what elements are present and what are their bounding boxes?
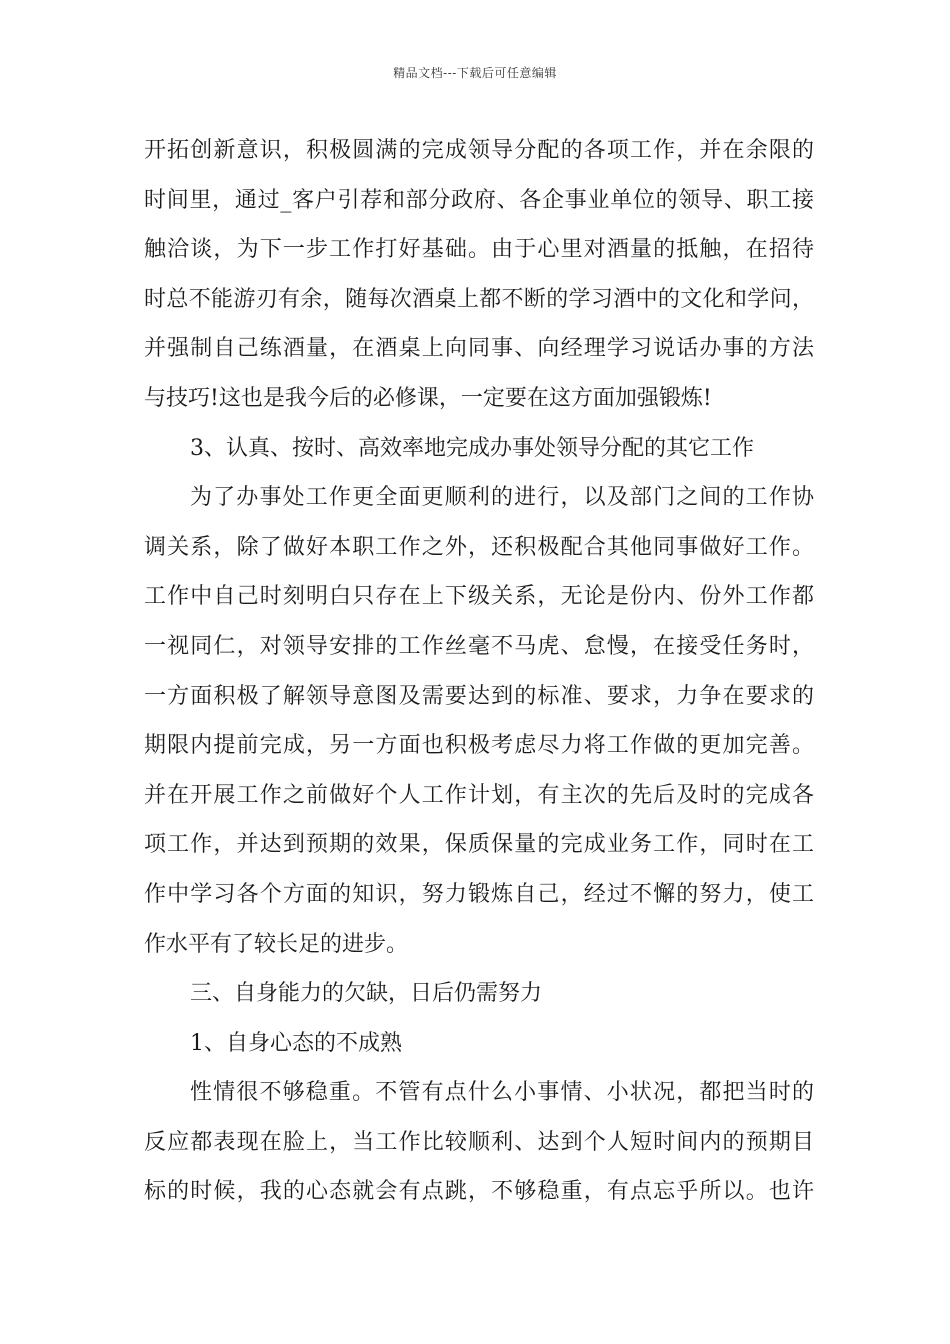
section-heading: 三、自身能力的欠缺，日后仍需努力 xyxy=(190,981,543,1007)
text-line: 时总不能游刃有余，随每次酒桌上都不断的学习酒中的文化和学问， xyxy=(144,286,814,312)
text-line: 并在开展工作之前做好个人工作计划，有主次的先后及时的完成各 xyxy=(144,782,814,808)
document-body xyxy=(144,126,814,1217)
text-line: 期限内提前完成，另一方面也积极考虑尽力将工作做的更加完善。 xyxy=(144,733,814,759)
text-line: 项工作，并达到预期的效果，保质保量的完成业务工作，同时在工 xyxy=(144,832,814,858)
text-line: 开拓创新意识，积极圆满的完成领导分配的各项工作，并在余限的 xyxy=(144,138,814,163)
subsection-heading: 1、自身心态的不成熟 xyxy=(190,1030,402,1056)
text-line: 作中学习各个方面的知识，努力锻炼自己，经过不懈的努力，使工 xyxy=(144,881,814,907)
text-line: 与技巧!这也是我今后的必修课，一定要在这方面加强锻炼! xyxy=(144,385,712,411)
text-line: 工作中自己时刻明白只存在上下级关系，无论是份内、份外工作都 xyxy=(144,584,814,610)
text-line: 反应都表现在脸上，当工作比较顺利、达到个人短时间内的预期目 xyxy=(144,1129,814,1155)
text-line: 调关系，除了做好本职工作之外，还积极配合其他同事做好工作。 xyxy=(144,534,814,560)
text-line: 标的时候，我的心态就会有点跳，不够稳重，有点忘乎所以。也许 xyxy=(144,1179,814,1205)
text-line: 并强制自己练酒量，在酒桌上向同事、向经理学习说话办事的方法 xyxy=(144,336,814,362)
text-line: 作水平有了较长足的进步。 xyxy=(144,931,409,957)
page-header: 精品文档---下载后可任意编辑 xyxy=(393,66,557,80)
text-line: 一方面积极了解领导意图及需要达到的标准、要求，力争在要求的 xyxy=(144,683,814,709)
text-line: 一视同仁，对领导安排的工作丝毫不马虎、怠慢，在接受任务时， xyxy=(144,633,814,659)
paragraph-first-line: 为了办事处工作更全面更顺利的进行，以及部门之间的工作协 xyxy=(190,485,814,511)
section-heading: 3、认真、按时、高效率地完成办事处领导分配的其它工作 xyxy=(190,435,754,461)
text-line: 触洽谈，为下一步工作打好基础。由于心里对酒量的抵触，在招待 xyxy=(144,237,814,263)
paragraph-first-line: 性情很不够稳重。不管有点什么小事情、小状况，都把当时的 xyxy=(190,1080,814,1106)
text-line: 时间里，通过_客户引荐和部分政府、各企事业单位的领导、职工接 xyxy=(144,187,814,213)
